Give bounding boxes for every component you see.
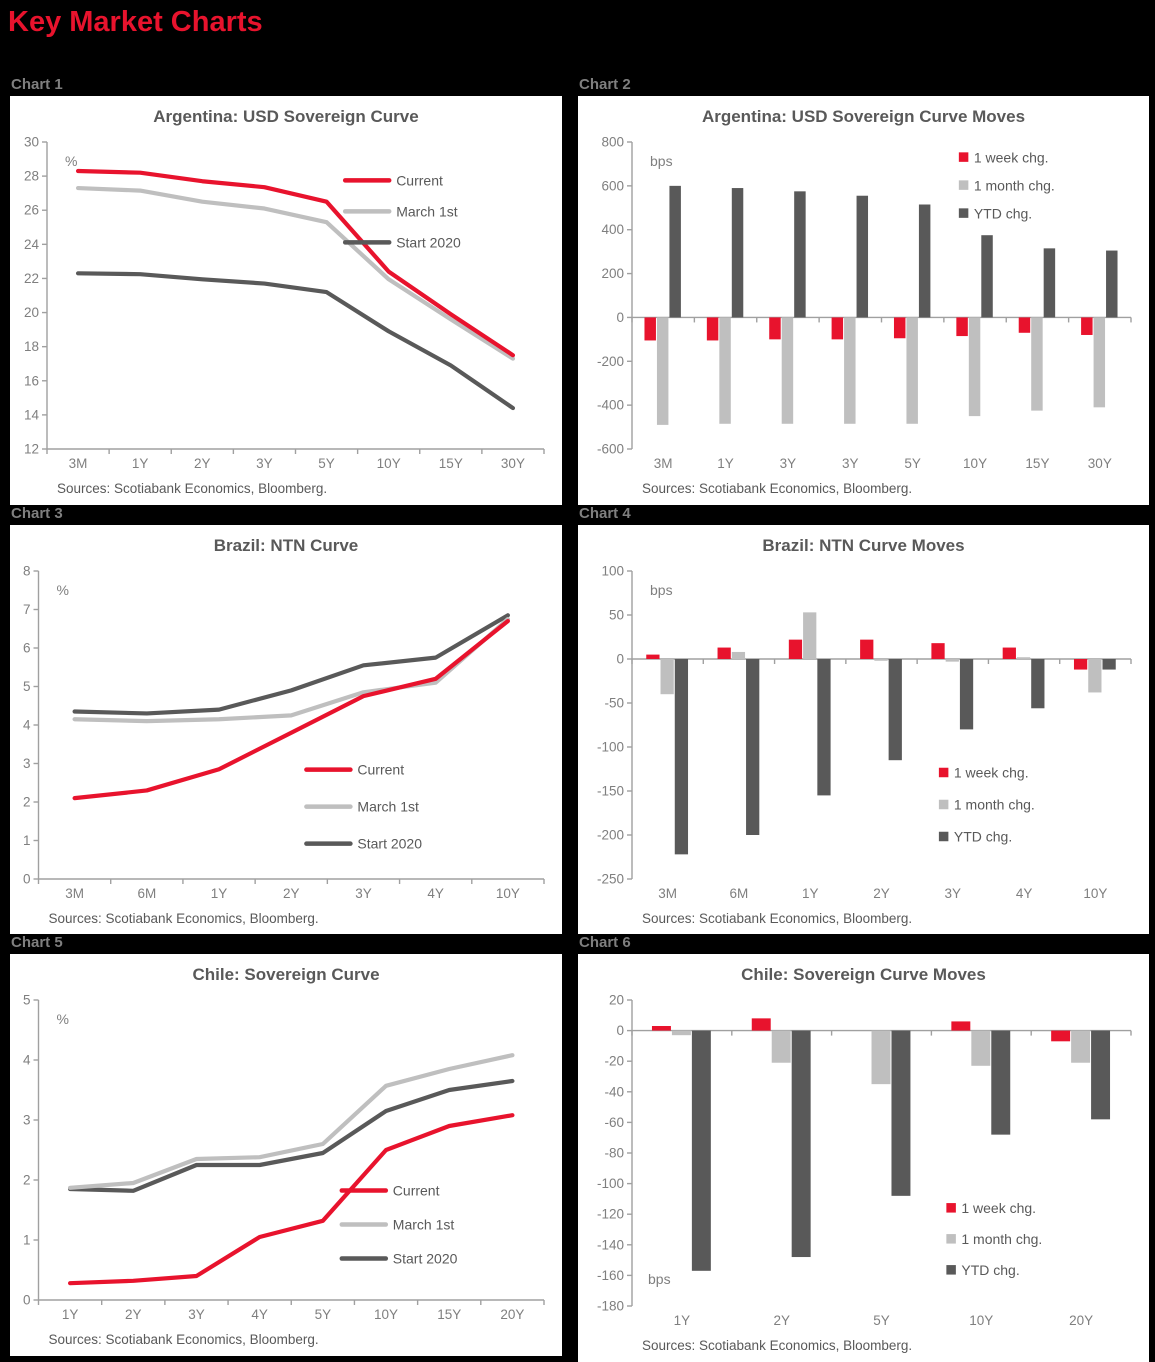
svg-text:YTD chg.: YTD chg. xyxy=(953,828,1013,845)
svg-text:2Y: 2Y xyxy=(194,456,211,471)
svg-text:-100: -100 xyxy=(596,739,624,755)
svg-text:5Y: 5Y xyxy=(904,456,921,471)
svg-text:bps: bps xyxy=(650,153,673,169)
chile-sovereign-curve-moves-chart xyxy=(578,954,1149,1362)
svg-text:1: 1 xyxy=(22,1232,31,1248)
svg-text:-250: -250 xyxy=(596,871,624,887)
svg-text:1Y: 1Y xyxy=(131,456,149,471)
chart-1-panel xyxy=(10,96,562,505)
svg-text:Sources: Scotiabank Economics,: Sources: Scotiabank Economics, Bloomberg. xyxy=(642,911,913,926)
chart-3-block xyxy=(10,505,562,935)
chart-2-panel xyxy=(578,96,1149,505)
svg-text:7: 7 xyxy=(22,602,31,617)
svg-text:20: 20 xyxy=(608,992,624,1008)
svg-text:YTD chg.: YTD chg. xyxy=(961,1262,1020,1279)
svg-text:-200: -200 xyxy=(596,827,624,843)
chart-2-label: Chart 2 xyxy=(578,76,1149,96)
svg-text:March 1st: March 1st xyxy=(357,798,419,815)
chart-4-label: Chart 4 xyxy=(578,505,1149,525)
svg-text:18: 18 xyxy=(23,339,39,355)
svg-text:4Y: 4Y xyxy=(1015,886,1033,901)
svg-text:3Y: 3Y xyxy=(842,456,859,471)
svg-text:-150: -150 xyxy=(596,783,624,799)
svg-text:16: 16 xyxy=(23,373,39,389)
svg-text:March 1st: March 1st xyxy=(396,203,458,220)
svg-text:Sources: Scotiabank Economics,: Sources: Scotiabank Economics, Bloomberg. xyxy=(57,481,328,496)
svg-text:3Y: 3Y xyxy=(779,456,797,471)
svg-text:600: 600 xyxy=(601,178,624,194)
chart-6-label: Chart 6 xyxy=(578,934,1149,954)
svg-text:5Y: 5Y xyxy=(318,456,335,471)
svg-text:Argentina: USD Sovereign Curve: Argentina: USD Sovereign Curve xyxy=(153,107,419,126)
svg-text:6M: 6M xyxy=(729,886,749,901)
svg-text:-60: -60 xyxy=(604,1114,624,1130)
svg-text:20Y: 20Y xyxy=(500,1307,525,1322)
svg-text:-100: -100 xyxy=(596,1176,624,1192)
svg-text:3: 3 xyxy=(22,1112,31,1128)
svg-text:March 1st: March 1st xyxy=(392,1216,455,1233)
svg-text:30Y: 30Y xyxy=(1087,456,1112,471)
chart-6-block xyxy=(578,934,1149,1362)
svg-text:4Y: 4Y xyxy=(251,1307,268,1322)
svg-text:14: 14 xyxy=(23,407,39,423)
svg-text:Argentina: USD Sovereign Curve: Argentina: USD Sovereign Curve Moves xyxy=(701,107,1026,126)
svg-text:15Y: 15Y xyxy=(437,1307,462,1322)
svg-text:-20: -20 xyxy=(604,1053,624,1069)
svg-text:5: 5 xyxy=(22,992,31,1008)
svg-text:3Y: 3Y xyxy=(944,886,962,901)
svg-text:10Y: 10Y xyxy=(969,1313,994,1328)
svg-text:10Y: 10Y xyxy=(374,1307,399,1322)
svg-text:3M: 3M xyxy=(65,886,84,901)
svg-text:Sources: Scotiabank Economics,: Sources: Scotiabank Economics, Bloomberg. xyxy=(642,1338,913,1353)
svg-text:800: 800 xyxy=(601,134,624,150)
svg-text:-50: -50 xyxy=(604,695,624,711)
svg-text:-160: -160 xyxy=(596,1267,624,1283)
svg-text:24: 24 xyxy=(23,236,39,252)
svg-text:1Y: 1Y xyxy=(717,456,734,471)
svg-text:2: 2 xyxy=(22,794,31,810)
svg-text:20Y: 20Y xyxy=(1069,1313,1094,1328)
svg-text:Current: Current xyxy=(392,1182,440,1199)
chart-5-panel xyxy=(10,954,562,1356)
svg-text:-40: -40 xyxy=(604,1084,624,1100)
svg-text:30Y: 30Y xyxy=(500,456,525,471)
svg-text:-200: -200 xyxy=(596,353,624,369)
brazil-ntn-curve-chart xyxy=(10,525,562,935)
svg-text:3Y: 3Y xyxy=(188,1307,205,1322)
svg-text:1Y: 1Y xyxy=(61,1307,79,1322)
svg-text:12: 12 xyxy=(23,441,39,457)
svg-text:10Y: 10Y xyxy=(376,456,401,471)
svg-text:28: 28 xyxy=(23,168,39,184)
svg-text:1 month chg.: 1 month chg. xyxy=(961,1231,1043,1248)
svg-text:4: 4 xyxy=(22,717,31,733)
chart-3-panel xyxy=(10,525,562,935)
svg-text:4Y: 4Y xyxy=(427,886,444,901)
svg-text:3: 3 xyxy=(22,756,31,771)
svg-text:%: % xyxy=(56,1011,69,1027)
svg-text:3M: 3M xyxy=(68,456,88,471)
svg-text:0: 0 xyxy=(616,1023,624,1039)
svg-text:3M: 3M xyxy=(658,886,678,901)
chart-3-label: Chart 3 xyxy=(10,505,562,525)
chart-1-label: Chart 1 xyxy=(10,76,562,96)
page-title: Key Market Charts xyxy=(8,6,263,38)
svg-text:0: 0 xyxy=(22,1292,31,1308)
svg-text:0: 0 xyxy=(616,309,624,325)
svg-text:1Y: 1Y xyxy=(801,886,819,901)
svg-text:Sources: Scotiabank Economics,: Sources: Scotiabank Economics, Bloomberg. xyxy=(642,481,913,496)
svg-text:-140: -140 xyxy=(596,1237,624,1253)
svg-text:-80: -80 xyxy=(604,1145,624,1161)
svg-text:22: 22 xyxy=(23,270,39,286)
svg-text:4: 4 xyxy=(22,1052,31,1068)
svg-text:1 week chg.: 1 week chg. xyxy=(973,149,1049,166)
svg-text:26: 26 xyxy=(23,202,39,218)
svg-text:2: 2 xyxy=(22,1172,31,1188)
svg-text:Start 2020: Start 2020 xyxy=(357,835,423,852)
svg-text:15Y: 15Y xyxy=(438,456,463,471)
svg-text:10Y: 10Y xyxy=(963,456,988,471)
svg-text:Current: Current xyxy=(357,761,405,778)
svg-text:20: 20 xyxy=(23,305,39,321)
svg-text:Current: Current xyxy=(396,172,443,189)
svg-text:5Y: 5Y xyxy=(873,1313,890,1328)
svg-text:Start 2020: Start 2020 xyxy=(396,234,461,251)
svg-text:100: 100 xyxy=(601,563,624,579)
svg-text:0: 0 xyxy=(616,651,624,667)
svg-text:Sources: Scotiabank Economics,: Sources: Scotiabank Economics, Bloomberg. xyxy=(48,1332,319,1347)
svg-text:15Y: 15Y xyxy=(1025,456,1050,471)
svg-text:2Y: 2Y xyxy=(773,1313,790,1328)
argentina-usd-sovereign-curve-moves-chart xyxy=(578,96,1149,505)
svg-text:200: 200 xyxy=(601,266,624,282)
svg-text:Brazil: NTN Curve Moves: Brazil: NTN Curve Moves xyxy=(762,536,965,555)
svg-text:3Y: 3Y xyxy=(256,456,273,471)
chile-sovereign-curve-chart xyxy=(10,954,562,1356)
svg-text:-600: -600 xyxy=(596,441,624,457)
svg-text:1 week chg.: 1 week chg. xyxy=(961,1200,1037,1217)
svg-text:Sources: Scotiabank Economics,: Sources: Scotiabank Economics, Bloomberg. xyxy=(48,911,319,926)
chart-1-block xyxy=(10,76,562,505)
svg-text:1 month chg.: 1 month chg. xyxy=(953,796,1035,813)
svg-text:bps: bps xyxy=(650,582,673,598)
svg-text:1Y: 1Y xyxy=(673,1313,691,1328)
svg-text:Brazil: NTN Curve: Brazil: NTN Curve xyxy=(213,536,359,555)
svg-text:10Y: 10Y xyxy=(1083,886,1108,901)
svg-text:5: 5 xyxy=(22,679,31,694)
svg-text:1Y: 1Y xyxy=(210,886,228,901)
svg-text:2Y: 2Y xyxy=(282,886,300,901)
chart-4-panel xyxy=(578,525,1149,935)
svg-text:-180: -180 xyxy=(596,1298,624,1314)
svg-text:50: 50 xyxy=(608,607,624,623)
svg-text:10Y: 10Y xyxy=(495,886,520,901)
svg-text:-120: -120 xyxy=(596,1206,624,1222)
svg-text:6: 6 xyxy=(22,640,31,656)
svg-text:400: 400 xyxy=(601,222,624,238)
svg-text:30: 30 xyxy=(23,134,39,150)
brazil-ntn-curve-moves-chart xyxy=(578,525,1149,935)
svg-text:2Y: 2Y xyxy=(873,886,890,901)
svg-text:Start 2020: Start 2020 xyxy=(392,1250,458,1267)
svg-text:Chile: Sovereign Curve: Chile: Sovereign Curve xyxy=(192,965,380,984)
svg-text:bps: bps xyxy=(648,1271,671,1287)
svg-text:-400: -400 xyxy=(596,397,624,413)
svg-text:5Y: 5Y xyxy=(314,1307,332,1322)
svg-text:8: 8 xyxy=(22,563,31,579)
svg-text:YTD chg.: YTD chg. xyxy=(973,205,1033,222)
chart-5-block xyxy=(10,934,562,1356)
svg-text:1: 1 xyxy=(22,833,31,848)
argentina-usd-sovereign-curve-chart xyxy=(10,96,562,505)
chart-5-label: Chart 5 xyxy=(10,934,562,954)
svg-text:1 week chg.: 1 week chg. xyxy=(953,764,1029,781)
svg-text:Chile: Sovereign Curve Moves: Chile: Sovereign Curve Moves xyxy=(741,965,986,984)
svg-text:6M: 6M xyxy=(137,886,157,901)
svg-text:%: % xyxy=(65,153,78,169)
svg-text:1 month chg.: 1 month chg. xyxy=(973,177,1055,194)
chart-4-block xyxy=(578,505,1149,935)
svg-text:3Y: 3Y xyxy=(355,886,372,901)
svg-text:2Y: 2Y xyxy=(125,1307,142,1322)
svg-text:0: 0 xyxy=(22,871,31,887)
chart-6-panel xyxy=(578,954,1149,1362)
chart-2-block xyxy=(578,76,1149,505)
svg-text:%: % xyxy=(56,582,69,598)
svg-text:3M: 3M xyxy=(653,456,673,471)
